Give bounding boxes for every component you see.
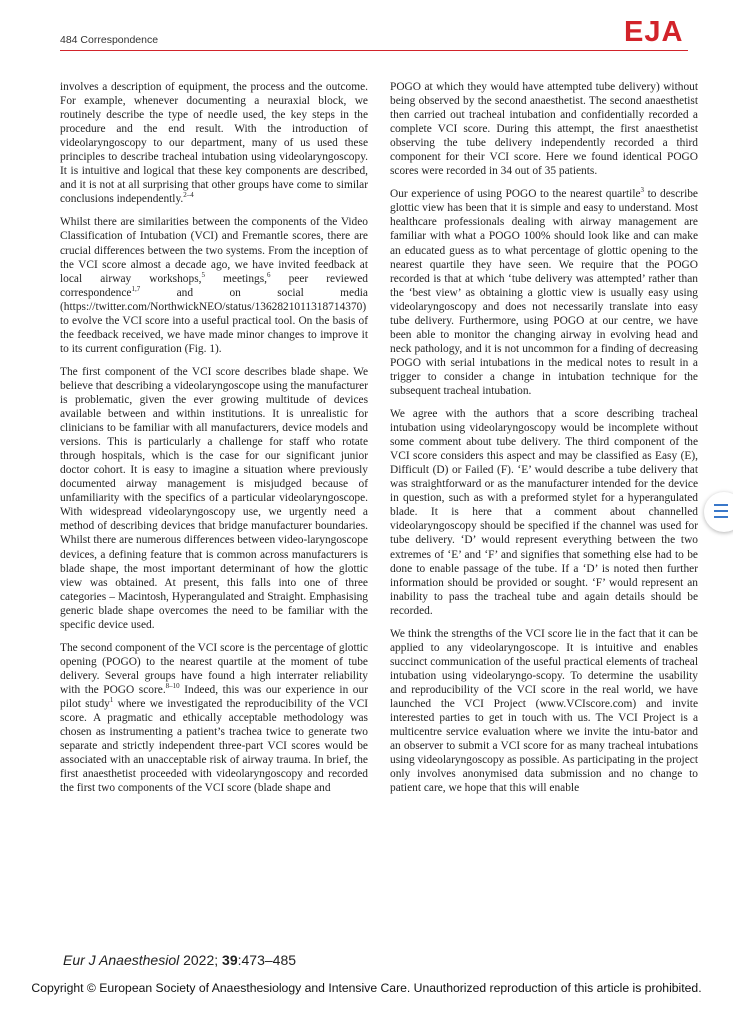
header-rule [60,50,688,51]
paragraph: The second component of the VCI score is the percentage of glottic opening (POGO) to the nearest quartile at the moment of tube delivery. Several groups have found a high interrater reliability with the POGO score.$^{8-10}$ Indeed, this was our experience in our pilot study$^1$ where we investigated the reproducibility of the VCI score. A pragmatic and ethically acceptable methodology was chosen as instrumenting a patient’s trachea twice to generate two separate and strictly independent three-part VCI scores would be associated with an unacceptable risk of airway trauma. In brief, the first anaesthetist proceeded with videolaryngoscopy and recorded the first two components of the VCI score (blade shape and [60,641,369,795]
copyright-notice: Copyright © European Society of Anaesthesiology and Intensive Care. Unauthorized reproduction of this article is prohibited. [31,981,702,995]
journal-citation: Eur J Anaesthesiol 2022; 39:473–485 [63,952,297,968]
paragraph: POGO at which they would have attempted tube delivery) without being observed by the second anaesthetist. The second anaesthetist then carried out tracheal intubation and confidentially recorded a complete VCI score. During this attempt, the first anaesthetist observing the tube delivery independently recorded a third component for their VCI score. Here we found identical POGO scores were recorded in 34 out of 35 patients. [390,81,698,178]
paragraph: We agree with the authors that a score describing tracheal intubation using videolaryngoscopy would be incomplete without some comment about tube delivery. The third component of the VCI score considers this aspect and may be classified as Easy (E), Difficult (D) or Failed (F). ‘E’ would describe a tube delivery that was straightforward or as the manufacturer intended for the device in question, such as with a preformed stylet for a hyperangulated blade. It is here that a comment about channelled videolaryngoscopy should be specified if the channel was used for tube delivery. ‘D’ would represent everything between the two extremes of ‘E’ and ‘F’ and signifies that something else had to be done to enable passage of the tube. If a ‘D’ is noted then further information should be provided or sought. ‘F’ would represent an inability to pass the tracheal tube and again details should be recorded. [390,408,698,617]
paragraph: Whilst there are similarities between the components of the Video Classification of Intubation (VCI) and Fremantle scores, there are crucial differences between the two systems. From the inception of the VCI score almost a decade ago, we have invited feedback at local airway workshops,$^5$ meetings,$^6$ peer reviewed correspondence$^{1,7}$ and on social media (https://twitter.com/NorthwickNEO/status/1362821011318714370) to evolve the VCI score into a useful practical tool. On the basis of the feedback received, we have made minor changes to improve it to its current configuration (Fig. 1). [60,216,368,355]
paragraph: Our experience of using POGO to the nearest quartile$^3$ to describe glottic view has been that it is simple and easy to understand. Most healthcare professionals dealing with airway management are familiar with what a POGO 100% should look like and can make an educated guess as to what percentage of glottic opening to the nearest quartile they have seen. We require that the POGO recorded is that at which ‘tube delivery was attempted’ rather than the ‘best view’ as obtaining a glottic view is usually easy using videolaryngoscopy and does not necessarily translate into easy tube delivery. Furthermore, using POGO at our centre, we have been able to monitor the changing airway in evolving head and neck pathology, and it is not uncommon for a finding of decreasing POGO with serial intubations in the medical notes to result in a trigger to consider a change in intubation technique for the subsequent tracheal intubation. [390,186,698,397]
hamburger-menu-icon[interactable] [704,492,733,532]
journal-logo: EJA [624,16,684,48]
page-number: 484 Correspondence [60,34,159,46]
page-header [0,0,733,60]
paragraph: We think the strengths of the VCI score lie in the fact that it can be applied to any videolaryngoscope. It is intuitive and enables succinct communication of the useful practical elements of tracheal intubation using videolaryngo-scopy. To determine the usability and reproducibility of the VCI score in the real world, we have launched the VCI Project (www.VCIscore.com) and invite interested parties to get in touch with us. The VCI Project is a multicentre service evaluation where we invite the intu-bator and an observer to submit a VCI score for as many tracheal intubations using videolaryngoscopy as possible. As participating in the project only involves anonymised data submission and no change to patient care, we hope that this will enable [390,627,698,795]
left-column [60,80,368,804]
paragraph: The first component of the VCI score describes blade shape. We believe that describing a videolaryngoscope using the manufacturer is problematic, given the ever growing multitude of devices available between and within institutions. It is unrealistic for clinicians to be familiar with all manufacturers, device models and versions. This is particularly a challenge for staff who rotate through hospitals, which is the case for our significant junior doctor cohort. It is easy to imagine a situation where previously documented airway management is misjudged because of unfamiliarity with the specifics of a particular videolaryngoscope. With widespread videolaryngoscopy use, we urgently need a method of describing devices that bridge manufacturer boundaries. Whilst there are numerous differences between video-laryngoscope devices, a defining feature that is common across manufacturers is blade shape, the most important determinant of how the glottic view was obtained. At present, this falls into one of three categories – Macintosh, Hyperangulated and Straight. Emphasising generic blade shape overcomes the need to be familiar with the specific device used. [60,365,368,631]
paragraph: involves a description of equipment, the process and the outcome. For example, whenever documenting a neuraxial block, we routinely describe the type of needle used, the key steps in the procedure and the end result. With the introduction of videolaryngoscopy to our department, many of us used these principles to describe tracheal intubation using videolaryngoscopy. It is intuitive and logical that these key components are described, and it is not at all surprising that other groups have come to similar conclusions independently.$^{2-4}$ [60,81,368,206]
right-column [390,80,698,804]
